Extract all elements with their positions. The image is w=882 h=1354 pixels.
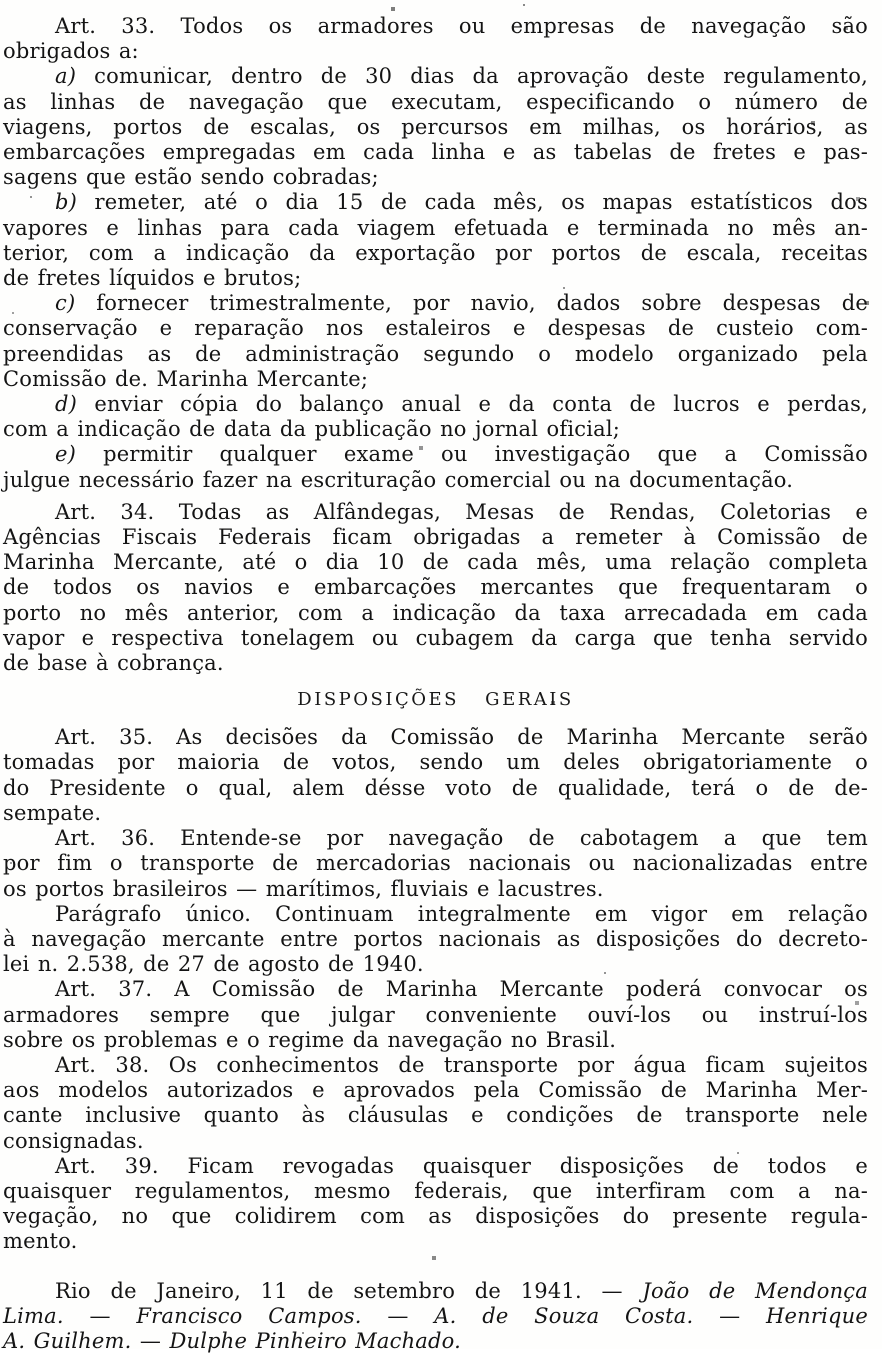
- text-line: Art. 38. Os conhecimentos de transporte por água ficam sujeitos: [55, 1052, 868, 1077]
- text-line: lei n. 2.538, de 27 de agosto de 1940.: [3, 952, 424, 977]
- text-line: julgue necessário fazer na escrituração comercial ou na documentação.: [3, 467, 794, 492]
- document-body: [3, 14, 868, 1354]
- text-line: Art. 35. As decisões da Comissão de Marinha Mercante serão: [55, 725, 868, 750]
- text-line: de todos os navios e embarcações mercantes que frequentaram o: [3, 575, 868, 600]
- text-line: vapor e respectiva tonelagem ou cubagem da carga que tenha servido: [3, 625, 868, 650]
- text-line: Art. 36. Entende-se por navegação de cabotagem a que tem: [55, 826, 868, 851]
- text-line: armadores sempre que julgar conveniente ouví-los ou instruí-los: [3, 1002, 868, 1027]
- text-line: de fretes líquidos e brutos;: [3, 266, 302, 291]
- text-line: porto no mês anterior, com a indicação da taxa arrecadada em cada: [3, 600, 868, 625]
- text-line: à navegação mercante entre portos nacionais as disposições do decreto-: [3, 926, 868, 951]
- text-line: quaisquer regulamentos, mesmo federais, que interfiram com a na-: [3, 1178, 868, 1203]
- text-line: cante inclusive quanto às cláusulas e condições de transporte nele: [3, 1103, 868, 1128]
- text-line: Marinha Mercante, até o dia 10 de cada mês, uma relação completa: [3, 550, 868, 575]
- text-line: vegação, no que colidirem com as disposições do presente regula-: [3, 1204, 868, 1229]
- text-line: sagens que estão sendo cobradas;: [3, 165, 379, 190]
- text-line: os portos brasileiros — marítimos, fluviais e lacustres.: [3, 876, 604, 901]
- text-line: Art. 39. Ficam revogadas quaisquer disposições de todos e: [55, 1153, 868, 1178]
- paragraph: [3, 500, 868, 676]
- text-line: preendidas as de administração segundo o modelo organizado pela: [3, 341, 868, 366]
- paragraph: [3, 1154, 868, 1255]
- text-line: aos modelos autorizados e aprovados pela Comissão de Marinha Mer-: [3, 1078, 868, 1103]
- section-heading: DISPOSIÇÕES GERAIS: [297, 689, 574, 711]
- paragraph: [3, 291, 868, 392]
- text-line: A. Guilhem. — Dulphe Pinheiro Machado.: [3, 1328, 462, 1353]
- text-line: as linhas de navegação que executam, especificando o número de: [3, 89, 868, 114]
- text-line: Agências Fiscais Federais ficam obrigadas a remeter à Comissão de: [3, 525, 868, 550]
- text-line: terior, com a indicação da exportação por portos de escala, receitas: [3, 240, 868, 265]
- text-line: Art. 34. Todas as Alfândegas, Mesas de Rendas, Coletorias e: [55, 499, 868, 524]
- text-line: sobre os problemas e o regime da navegação no Brasil.: [3, 1027, 617, 1052]
- text-line: Parágrafo único. Continuam integralmente em vigor em relação: [55, 901, 868, 926]
- text-line: a) comunicar, dentro de 30 dias da aprovação deste regulamento,: [55, 64, 868, 89]
- paragraph: [3, 1053, 868, 1154]
- paragraph: [3, 826, 868, 902]
- text-line: conservação e reparação nos estaleiros e despesas de custeio com-: [3, 316, 868, 341]
- paragraph: [3, 64, 868, 190]
- text-line: c) fornecer trimestralmente, por navio, dados sobre despesas de: [55, 291, 868, 316]
- text-line: obrigados a:: [3, 39, 139, 64]
- text-line: sempate.: [3, 800, 102, 825]
- text-line: viagens, portos de escalas, os percursos em milhas, os horários, as: [3, 114, 868, 139]
- text-line: vapores e linhas para cada viagem efetuada e terminada no mês an-: [3, 215, 868, 240]
- text-line: embarcações empregadas em cada linha e as tabelas de fretes e pas-: [3, 140, 868, 165]
- text-line: com a indicação de data da publicação no jornal oficial;: [3, 417, 621, 442]
- paragraph: [3, 1279, 868, 1354]
- text-line: de base à cobrança.: [3, 651, 224, 676]
- paragraph: [3, 190, 868, 291]
- text-line: b) remeter, até o dia 15 de cada mês, os mapas estatísticos dos: [55, 190, 868, 215]
- paragraph: [3, 977, 868, 1053]
- text-line: por fim o transporte de mercadorias nacionais ou nacionalizadas entre: [3, 851, 868, 876]
- text-line: d) enviar cópia do balanço anual e da conta de lucros e perdas,: [55, 392, 868, 417]
- text-line: mento.: [3, 1229, 78, 1254]
- text-line: do Presidente o qual, alem désse voto de qualidade, terá o de de-: [3, 775, 868, 800]
- text-line: Art. 37. A Comissão de Marinha Mercante poderá convocar os: [55, 977, 868, 1002]
- paragraph: [3, 725, 868, 826]
- text-line: Comissão de. Marinha Mercante;: [3, 366, 369, 391]
- text-line: tomadas por maioria de votos, sendo um deles obrigatoriamente o: [3, 750, 868, 775]
- paragraph: [3, 442, 868, 492]
- paragraph: [3, 14, 868, 64]
- text-line: Lima. — Francisco Campos. — A. de Souza Costa. — Henrique: [3, 1303, 868, 1328]
- text-line: Art. 33. Todos os armadores ou empresas de navegação são: [55, 14, 868, 38]
- text-line: Rio de Janeiro, 11 de setembro de 1941. — João de Mendonça: [55, 1278, 868, 1303]
- paragraph: [3, 392, 868, 442]
- text-line: consignadas.: [3, 1128, 144, 1153]
- text-line: e) permitir qualquer exame ou investigação que a Comissão: [55, 442, 868, 467]
- paragraph: [3, 902, 868, 978]
